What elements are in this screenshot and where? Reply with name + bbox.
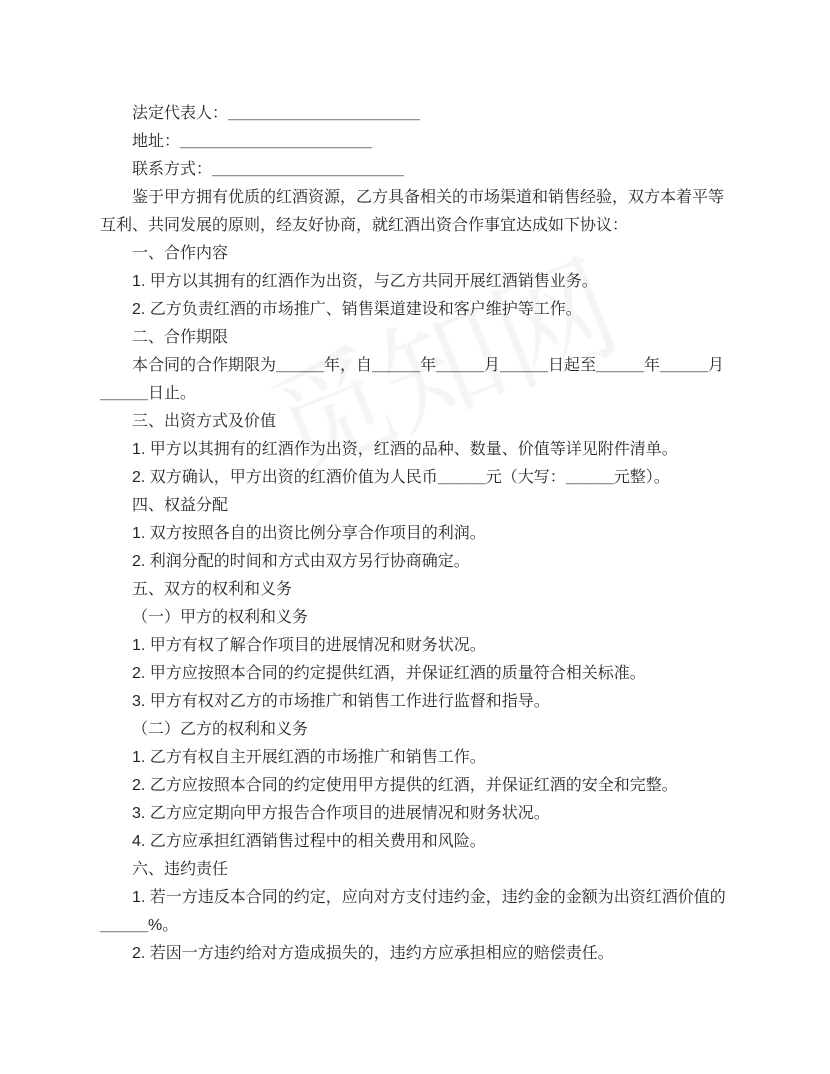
heading-section-2: 二、合作期限 bbox=[132, 329, 229, 346]
subheading-5-party-b: （二）乙方的权利和义务 bbox=[132, 721, 309, 738]
clause-5a-2: 2. 甲方应按照本合同的约定提供红酒，并保证红酒的质量符合相关标准。 bbox=[132, 665, 646, 682]
clause-5b-4: 4. 乙方应承担红酒销售过程中的相关费用和风险。 bbox=[132, 833, 486, 850]
field-address: 地址：＿＿＿＿＿＿＿＿＿＿＿＿ bbox=[132, 133, 373, 150]
clause-5a-1: 1. 甲方有权了解合作项目的进展情况和财务状况。 bbox=[132, 637, 486, 654]
clause-5b-2: 2. 乙方应按照本合同的约定使用甲方提供的红酒，并保证红酒的安全和完整。 bbox=[132, 777, 678, 794]
field-contact: 联系方式：＿＿＿＿＿＿＿＿＿＿＿＿ bbox=[132, 161, 405, 178]
heading-section-1: 一、合作内容 bbox=[132, 245, 229, 262]
clause-3-1: 1. 甲方以其拥有的红酒作为出资，红酒的品种、数量、价值等详见附件清单。 bbox=[132, 441, 678, 458]
clause-2-term: 本合同的合作期限为＿＿＿年，自＿＿＿年＿＿＿月＿＿＿日起至＿＿＿年＿＿＿月＿＿＿日止。 bbox=[100, 357, 725, 402]
heading-section-5: 五、双方的权利和义务 bbox=[132, 581, 293, 598]
subheading-5-party-a: （一）甲方的权利和义务 bbox=[132, 609, 309, 626]
heading-section-4: 四、权益分配 bbox=[132, 497, 229, 514]
heading-section-6: 六、违约责任 bbox=[132, 861, 229, 878]
clause-1-2: 2. 乙方负责红酒的市场推广、销售渠道建设和客户维护等工作。 bbox=[132, 301, 582, 318]
clause-1-1: 1. 甲方以其拥有的红酒作为出资，与乙方共同开展红酒销售业务。 bbox=[132, 273, 598, 290]
contract-body bbox=[100, 100, 730, 968]
clause-6-2: 2. 若因一方违约给对方造成损失的，违约方应承担相应的赔偿责任。 bbox=[132, 945, 614, 962]
clause-4-2: 2. 利润分配的时间和方式由双方另行协商确定。 bbox=[132, 553, 470, 570]
clause-5b-3: 3. 乙方应定期向甲方报告合作项目的进展情况和财务状况。 bbox=[132, 805, 550, 822]
clause-4-1: 1. 双方按照各自的出资比例分享合作项目的利润。 bbox=[132, 525, 486, 542]
clause-5a-3: 3. 甲方有权对乙方的市场推广和销售工作进行监督和指导。 bbox=[132, 693, 550, 710]
heading-section-3: 三、出资方式及价值 bbox=[132, 413, 277, 430]
preamble: 鉴于甲方拥有优质的红酒资源，乙方具备相关的市场渠道和销售经验，双方本着平等互利、共同发展的原则，经友好协商，就红酒出资合作事宜达成如下协议： bbox=[100, 189, 725, 234]
clause-6-1: 1. 若一方违反本合同的约定，应向对方支付违约金，违约金的金额为出资红酒价值的＿＿＿%。 bbox=[100, 889, 726, 934]
clause-3-2: 2. 双方确认，甲方出资的红酒价值为人民币＿＿＿元（大写：＿＿＿元整）。 bbox=[132, 469, 670, 486]
field-legal-representative: 法定代表人：＿＿＿＿＿＿＿＿＿＿＿＿ bbox=[132, 105, 421, 122]
clause-5b-1: 1. 乙方有权自主开展红酒的市场推广和销售工作。 bbox=[132, 749, 486, 766]
